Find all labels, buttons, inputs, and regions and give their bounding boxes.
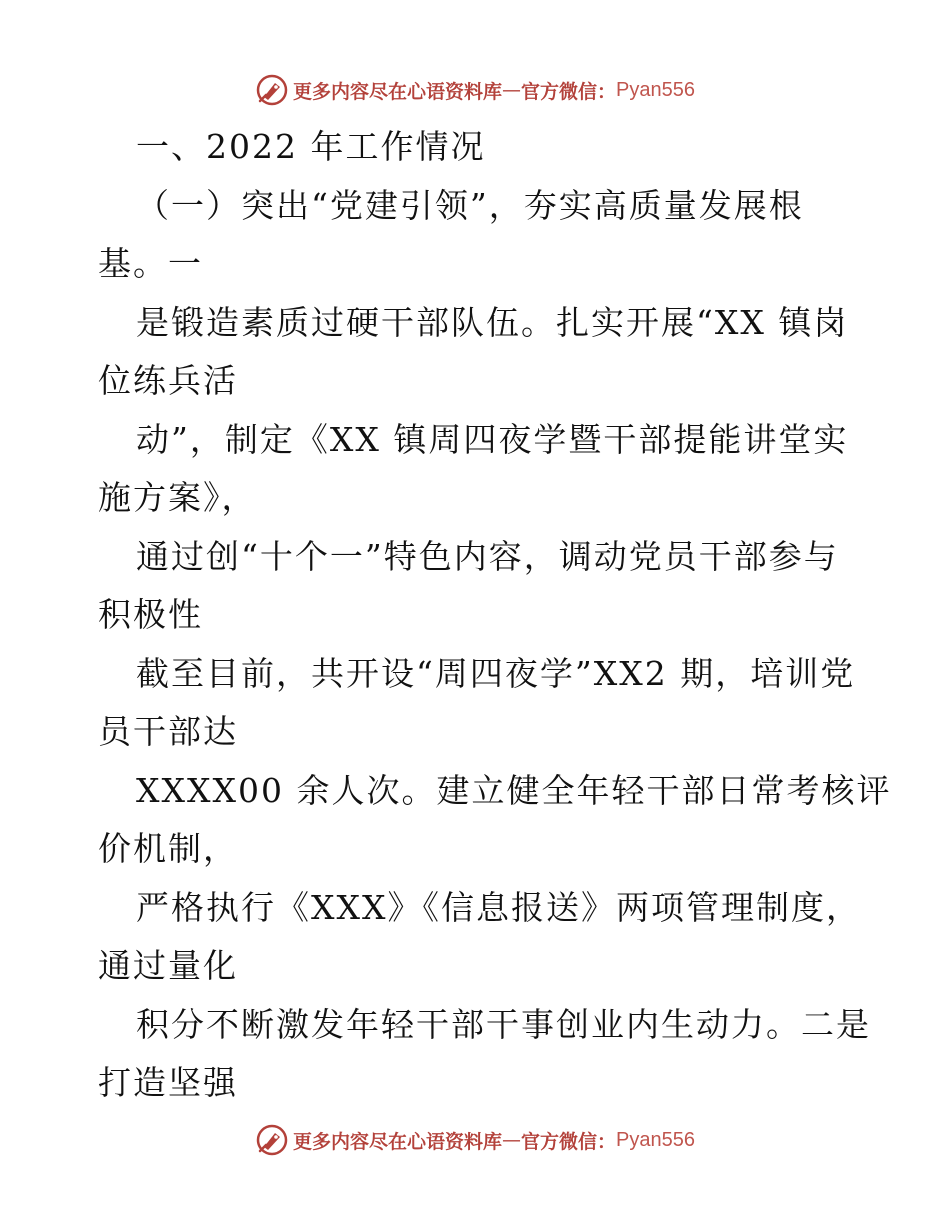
paragraph-line: 打造坚强 [98,1063,238,1102]
paragraph-line: 价机制， [98,829,238,868]
banner-wechat-label: 官方微信： [521,80,617,103]
paragraph-line: 严格执行《XXX》《信息报送》两项管理制度， [136,888,861,927]
banner-slogan: 更多内容尽在心语资料库 [293,1130,503,1153]
paragraph-line: 积极性 [98,595,203,634]
banner-wechat-id: Pyan556 [616,1128,695,1151]
banner-wechat-id: Pyan556 [616,78,695,101]
paragraph-line: 积分不断激发年轻干部干事创业内生动力。二是 [136,1005,871,1044]
banner-slogan: 更多内容尽在心语资料库 [293,80,503,103]
section-heading: 一、2022 年工作情况 [136,127,486,166]
banner-wechat-label: 官方微信： [521,1130,617,1153]
paragraph-line: XXXX00 余人次。建立健全年轻干部日常考核评 [136,771,892,810]
paragraph-line: 是锻造素质过硬干部队伍。扎实开展“XX 镇岗 [136,303,849,342]
banner-separator: — [502,79,522,101]
paragraph-line: 员干部达 [98,712,238,751]
paragraph-line: 位练兵活 [98,361,238,400]
paragraph-line: 动”，制定《XX 镇周四夜学暨干部提能讲堂实 [136,420,849,459]
paragraph-line: 施方案》， [98,478,257,517]
pen-nib-logo-icon [255,73,289,107]
pen-nib-logo-icon [255,1123,289,1157]
paragraph-line: （一）突出“党建引领”，夯实高质量发展根 [136,186,804,225]
paragraph-line: 截至目前，共开设“周四夜学”XX2 期，培训党 [136,654,856,693]
paragraph-line: 通过量化 [98,946,238,985]
paragraph-line: 基。一 [98,244,203,283]
banner-separator: — [502,1129,522,1151]
header-watermark-banner [0,70,950,110]
paragraph-line: 通过创“十个一”特色内容，调动党员干部参与 [136,537,839,576]
footer-watermark-banner [0,1120,950,1160]
